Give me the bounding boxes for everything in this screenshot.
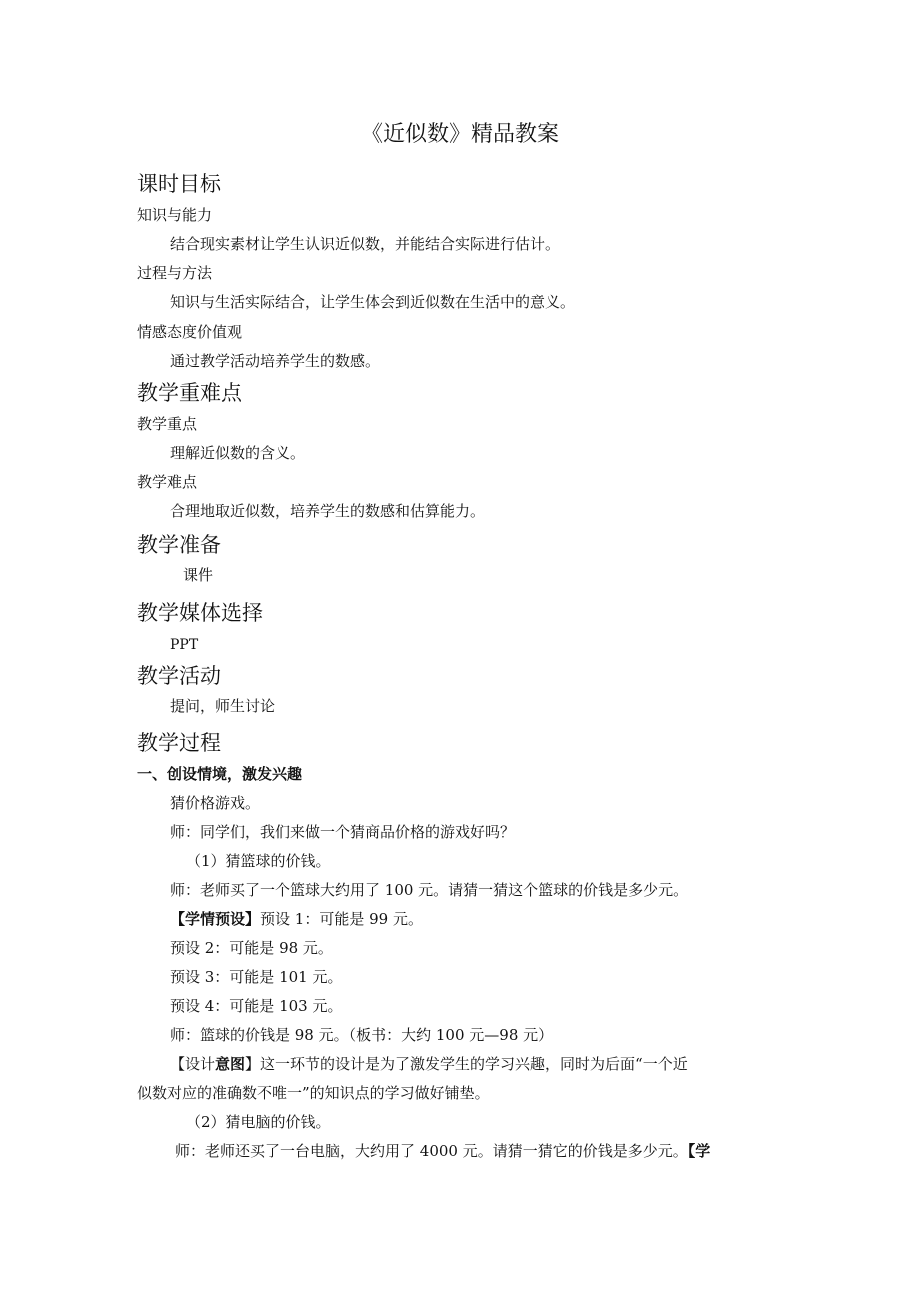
process-line-13-text: 师：老师还买了一台电脑，大约用了 4000 元。请猜一猜它的价钱是多少元。 <box>175 1142 688 1160</box>
paragraph-process-method: 知识与生活实际结合，让学生体会到近似数在生活中的意义。 <box>170 293 576 311</box>
tag-design-intent: 意图 <box>215 1055 246 1073</box>
process-line-5 <box>170 907 423 931</box>
process-line-12: （2）猜电脑的价钱。 <box>186 1113 331 1131</box>
paragraph-knowledge: 结合现实素材让学生认识近似数，并能结合实际进行估计。 <box>170 235 561 253</box>
paragraph-key: 理解近似数的含义。 <box>170 444 306 462</box>
subheading-knowledge: 知识与能力 <box>137 206 213 224</box>
process-line-1: 猜价格游戏。 <box>170 794 261 812</box>
section-part1: 一、创设情境，激发兴趣 <box>137 765 303 783</box>
paragraph-activity: 提问，师生讨论 <box>170 697 276 715</box>
process-line-11: 似数对应的准确数不唯一”的知识点的学习做好铺垫。 <box>137 1084 490 1102</box>
tag-design-open: 【设计 <box>170 1055 216 1073</box>
heading-key-points: 教学重难点 <box>137 381 242 405</box>
heading-process: 教学过程 <box>137 731 221 755</box>
subheading-process-method: 过程与方法 <box>137 264 213 282</box>
process-line-10 <box>170 1052 688 1076</box>
subheading-difficulty: 教学难点 <box>137 473 198 491</box>
process-line-7: 预设 3：可能是 101 元。 <box>170 968 343 986</box>
paragraph-media: PPT <box>170 637 199 653</box>
subheading-values: 情感态度价值观 <box>137 323 243 341</box>
document-title: 《近似数》精品教案 <box>360 122 559 147</box>
process-line-10-text: 】这一环节的设计是为了激发学生的学习兴趣，同时为后面“一个近 <box>245 1055 688 1073</box>
paragraph-values: 通过教学活动培养学生的数感。 <box>170 352 381 370</box>
process-line-3: （1）猜篮球的价钱。 <box>186 852 331 870</box>
process-line-13 <box>175 1139 710 1163</box>
subheading-key: 教学重点 <box>137 415 198 433</box>
process-line-8: 预设 4：可能是 103 元。 <box>170 997 343 1015</box>
paragraph-difficulty: 合理地取近似数，培养学生的数感和估算能力。 <box>170 502 486 520</box>
heading-goals: 课时目标 <box>137 172 221 196</box>
heading-media: 教学媒体选择 <box>137 601 263 625</box>
tag-preset: 【学情预设】 <box>170 910 261 928</box>
heading-activity: 教学活动 <box>137 664 221 688</box>
heading-preparation: 教学准备 <box>137 533 221 557</box>
process-line-4: 师：老师买了一个篮球大约用了 100 元。请猜一猜这个篮球的价钱是多少元。 <box>170 881 689 899</box>
process-line-9: 师：篮球的价钱是 98 元。（板书：大约 100 元—98 元） <box>170 1026 554 1044</box>
process-line-5-text: 预设 1：可能是 99 元。 <box>260 910 423 928</box>
tag-student-cut: 【学 <box>687 1142 711 1160</box>
process-line-2: 师：同学们，我们来做一个猜商品价格的游戏好吗？ <box>170 823 516 841</box>
process-line-6: 预设 2：可能是 98 元。 <box>170 939 333 957</box>
paragraph-preparation: 课件 <box>183 566 214 584</box>
